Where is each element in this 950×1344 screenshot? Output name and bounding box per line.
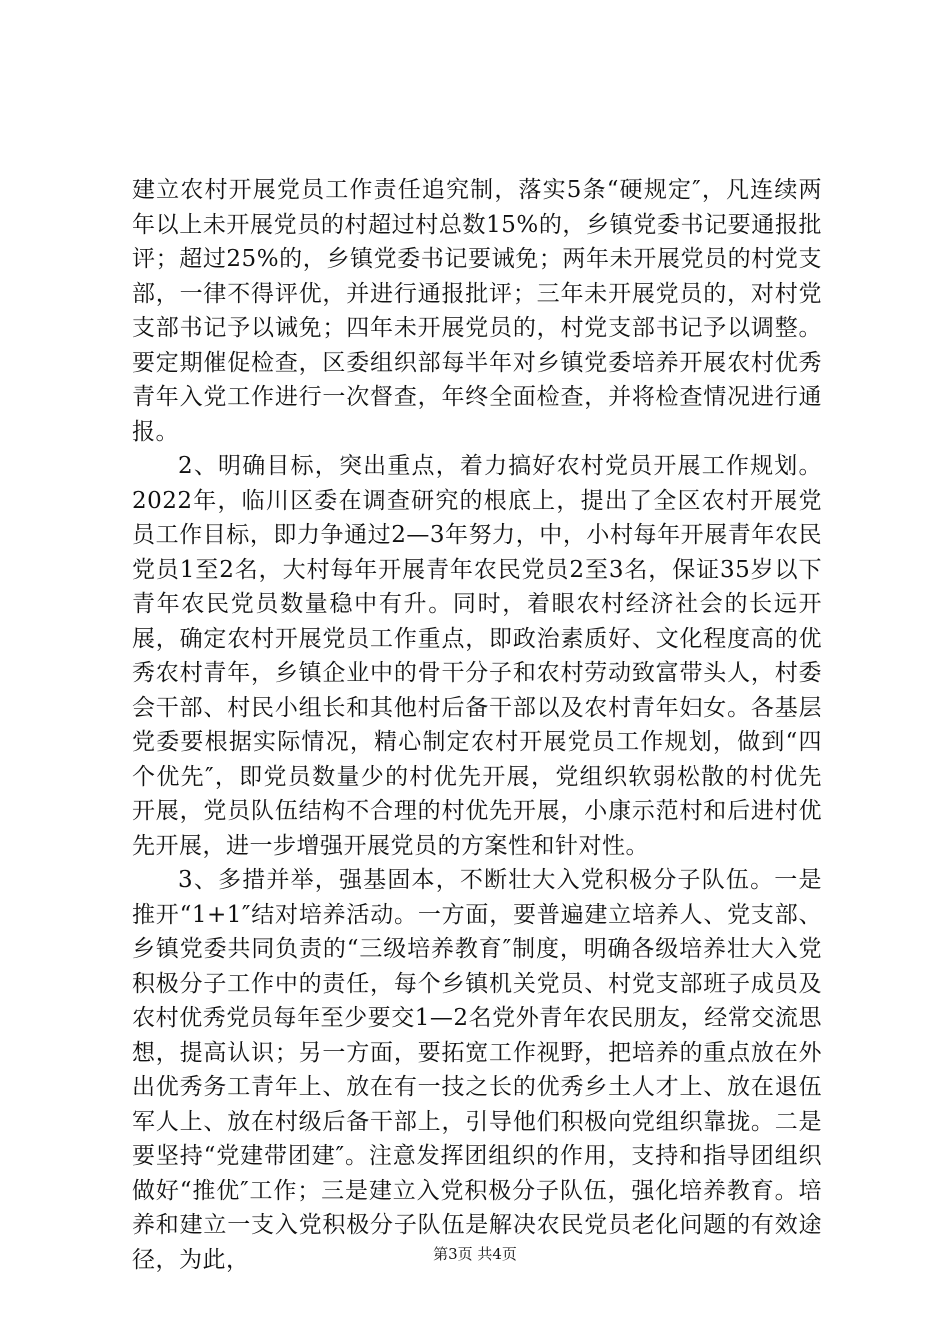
page-footer: 第3页 共4页 bbox=[433, 1245, 517, 1263]
document-body bbox=[132, 173, 822, 1277]
paragraph-item-3: 3、多措并举，强基固本，不断壮大入党积极分子队伍。一是推开“1+1″结对培养活动。一方面，要普遍建立培养人、党支部、乡镇党委共同负责的“三级培养教育″制度，明确各级培养壮大入党积极分子工作中的责任，每个乡镇机关党员、村党支部班子成员及农村优秀党员每年至少要交1—2名党外青年农民朋友，经常交流思想，提高认识；另一方面，要拓宽工作视野，把培养的重点放在外出优秀务工青年上、放在有一技之长的优秀乡土人才上、放在退伍军人上、放在村级后备干部上，引导他们积极向党组织靠拢。二是要坚持“党建带团建″。注意发挥团组织的作用，支持和指导团组织做好“推优″工作；三是建立入党积极分子队伍，强化培养教育。培养和建立一支入党积极分子队伍是解决农民党员老化问题的有效途径，为此， bbox=[132, 867, 822, 1273]
paragraph-continuation: 建立农村开展党员工作责任追究制，落实5条“硬规定″，凡连续两年以上未开展党员的村超过村总数15%的，乡镇党委书记要通报批评；超过25%的，乡镇党委书记要诫免；两年未开展党员的村党支部，一律不得评优，并进行通报批评；三年未开展党员的，对村党支部书记予以诫免；四年未开展党员的，村党支部书记予以调整。要定期催促检查，区委组织部每半年对乡镇党委培养开展农村优秀青年入党工作进行一次督查，年终全面检查，并将检查情况进行通报。 bbox=[132, 177, 822, 445]
paragraph-item-2: 2、明确目标，突出重点，着力搞好农村党员开展工作规划。2022年，临川区委在调查研究的根底上，提出了全区农村开展党员工作目标，即力争通过2—3年努力，中，小村每年开展青年农民党员1至2名，大村每年开展青年农民党员2至3名，保证35岁以下青年农民党员数量稳中有升。同时，着眼农村经济社会的长远开展，确定农村开展党员工作重点，即政治素质好、文化程度高的优秀农村青年，乡镇企业中的骨干分子和农村劳动致富带头人，村委会干部、村民小组长和其他村后备干部以及农村青年妇女。各基层党委要根据实际情况，精心制定农村开展党员工作规划，做到“四个优先″，即党员数量少的村优先开展，党组织软弱松散的村优先开展，党员队伍结构不合理的村优先开展，小康示范村和后进村优先开展，进一步增强开展党员的方案性和针对性。 bbox=[132, 453, 822, 859]
